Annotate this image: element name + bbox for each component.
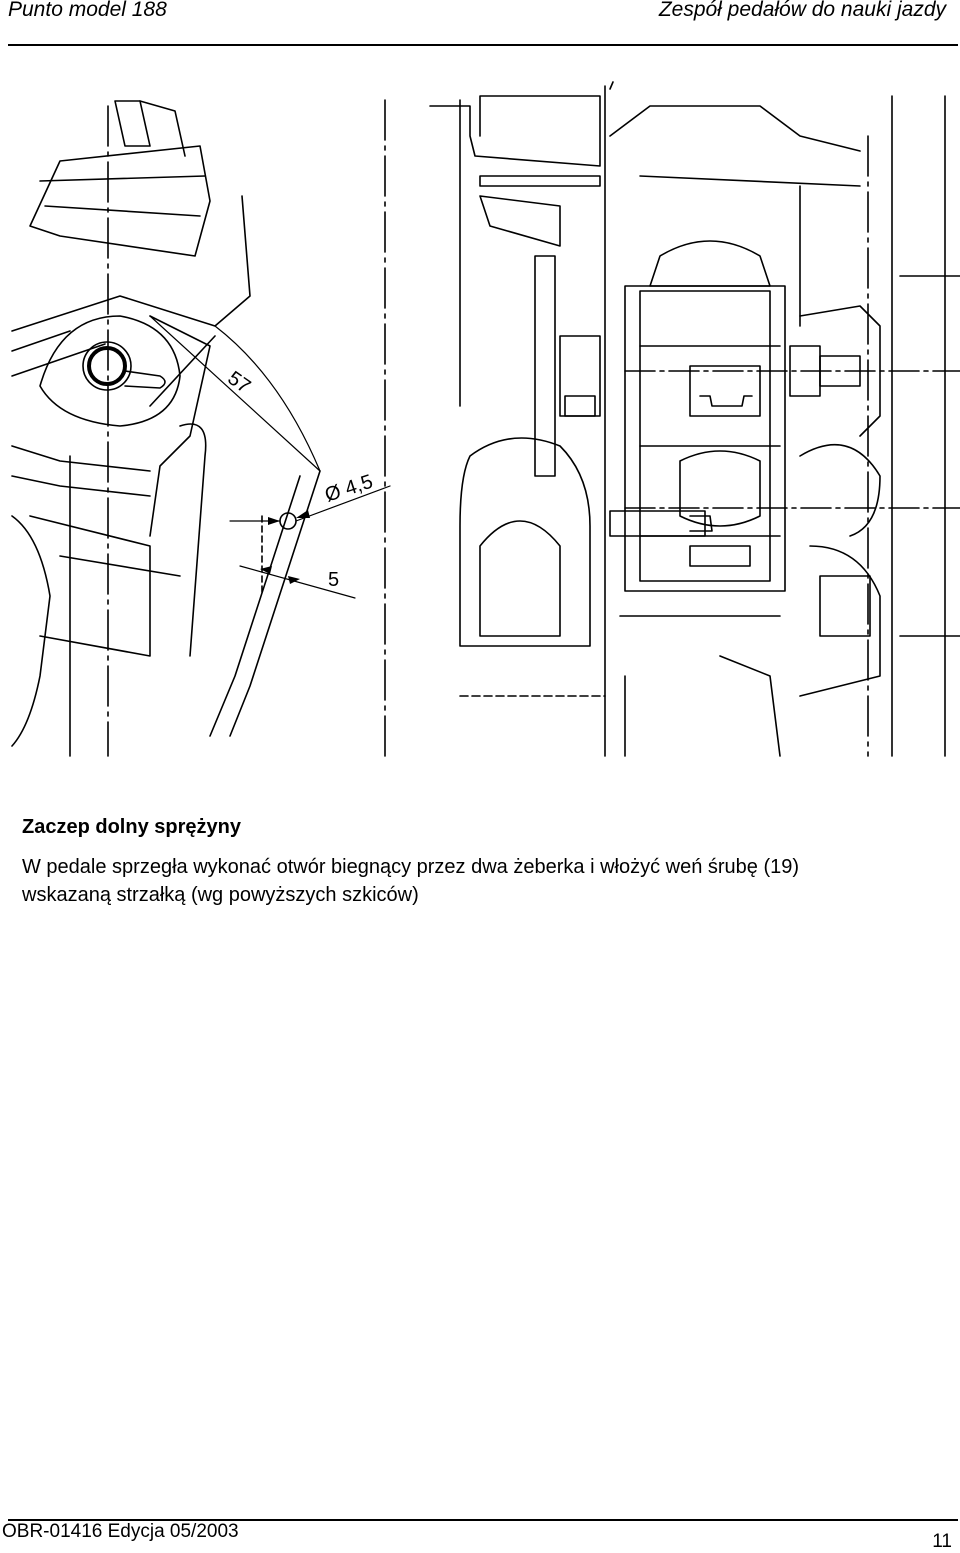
page-number: 11: [932, 1531, 952, 1552]
technical-drawing: [0, 76, 960, 776]
header-divider: [8, 44, 958, 46]
instruction-line-2: wskazaną strzałką (wg powyższych szkiców): [22, 884, 419, 906]
section-title: Zaczep dolny sprężyny: [22, 816, 241, 838]
instruction-text: [22, 853, 952, 909]
left-drawing: [12, 100, 390, 756]
dimension-57-label: 57: [223, 367, 255, 399]
header-model: Punto model 188: [8, 0, 167, 21]
dimension-5-label: 5: [328, 569, 340, 591]
header-title: Zespół pedałów do nauki jazdy: [658, 0, 946, 21]
footer-document-id: OBR-01416 Edycja 05/2003: [2, 1521, 239, 1542]
instruction-line-1: W pedale sprzegła wykonać otwór biegnący przez dwa żeberka i włożyć weń śrubę (19): [22, 856, 800, 878]
dimension-diameter-label: Ø 4,5: [322, 470, 376, 507]
right-drawing: [430, 82, 960, 756]
